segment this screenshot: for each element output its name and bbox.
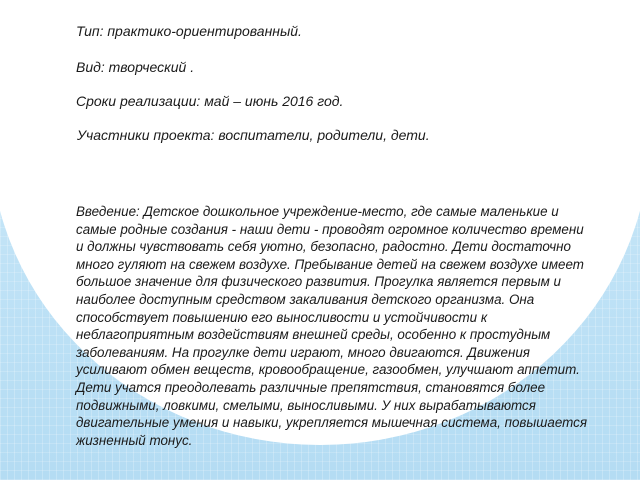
project-period-line: Сроки реализации: май – июнь 2016 год. (76, 93, 344, 109)
project-kind-line: Вид: творческий . (76, 59, 195, 75)
introduction-paragraph: Введение: Детское дошкольное учреждение-место, где самые маленькие и самые родные создания - наши дети - проводят огромное количество времени и должны чувствовать себя уютно, безопасно, радостно. Дети достаточно много гуляют на свежем воздухе. Пребывание детей на свежем воздухе имеет большое значение для физического развития. Прогулка является первым и наиболее доступным средством закаливания детского организма. Она способствует повышению его выносливости и устойчивости к неблагоприятным воздействиям внешней среды, особенно к простудным заболеваниям. На прогулке дети играют, много двигаются. Движения усиливают обмен веществ, кровообращение, газообмен, улучшают аппетит. Дети учатся преодолевать различные препятствия, становятся более подвижными, ловкими, смелыми, выносливыми. У них вырабатываются двигательные умения и навыки, укрепляется мышечная система, повышается жизненный тонус. (76, 204, 587, 448)
project-participants-line: Участники проекта: воспитатели, родители, дети. (77, 127, 430, 143)
project-type-line: Тип: практико-ориентированный. (76, 23, 302, 39)
